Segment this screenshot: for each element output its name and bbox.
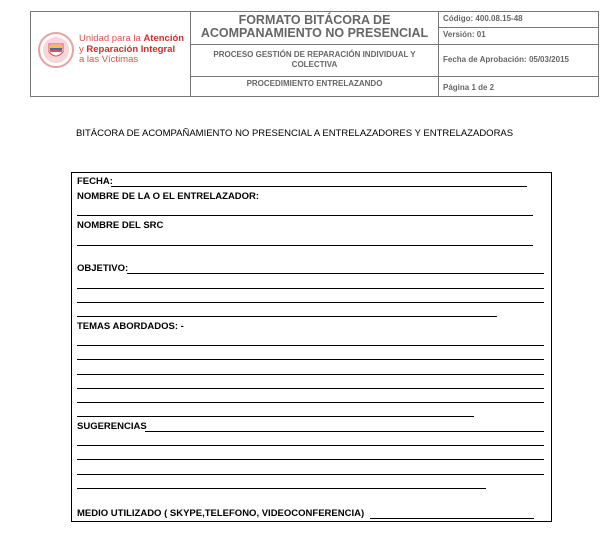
- logo-wordmark: Unidad para la Atención y Reparación Integral a las Víctimas: [79, 33, 185, 65]
- temas-field-line-4[interactable]: [77, 388, 544, 389]
- process-name: PROCESO GESTIÓN DE REPARACIÓN INDIVIDUAL Y COLECTIVA: [213, 50, 416, 69]
- temas-label: TEMAS ABORDADOS: -: [77, 321, 184, 332]
- sugerencias-field-line-3[interactable]: [77, 459, 544, 460]
- document-title: BITÁCORA DE ACOMPAÑAMIENTO NO PRESENCIAL A ENTRELAZADORES Y ENTRELAZADORAS: [76, 128, 514, 139]
- header-version-cell: [438, 28, 599, 45]
- src-field-line[interactable]: [77, 245, 533, 246]
- fecha-field-line[interactable]: [111, 186, 527, 187]
- entrelazador-label: NOMBRE DE LA O EL ENTRELAZADOR:: [77, 191, 260, 202]
- approval-date: Fecha de Aprobación: 05/03/2015: [443, 55, 569, 64]
- sugerencias-field-line-4[interactable]: [77, 474, 544, 475]
- entrelazador-field-line[interactable]: [77, 215, 533, 216]
- objetivo-field-line-4[interactable]: [77, 316, 497, 317]
- objetivo-label: OBJETIVO:: [77, 263, 129, 274]
- document-code: Código: 400.08.15-48: [443, 14, 523, 23]
- header-title-cell: [190, 11, 438, 45]
- medio-label: MEDIO UTILIZADO ( SKYPE,TELEFONO, VIDEOCONFERENCIA): [77, 508, 365, 519]
- fecha-label: FECHA:: [77, 176, 113, 187]
- page-number: Página 1 de 2: [443, 83, 495, 92]
- objetivo-field-line-3[interactable]: [77, 302, 544, 303]
- header-page-cell: [438, 77, 599, 97]
- temas-field-line-3[interactable]: [77, 374, 544, 375]
- src-label: NOMBRE DEL SRC: [77, 220, 164, 231]
- sugerencias-label: SUGERENCIAS: [77, 421, 147, 432]
- medio-field-line[interactable]: [370, 518, 534, 519]
- colombia-shield-icon: [37, 30, 75, 70]
- sugerencias-field-line-2[interactable]: [77, 445, 544, 446]
- header-process-cell: [190, 45, 438, 77]
- logo-cell: [30, 11, 190, 97]
- temas-field-line-2[interactable]: [77, 359, 544, 360]
- objetivo-field-line-2[interactable]: [77, 288, 544, 289]
- temas-field-line-1[interactable]: [77, 345, 544, 346]
- procedure-name: PROCEDIMIENTO ENTRELAZANDO: [246, 79, 383, 88]
- unidad-victimas-logo: [37, 30, 187, 80]
- header-code-cell: [438, 11, 599, 28]
- document-version: Versión: 01: [443, 30, 486, 39]
- format-title: FORMATO BITÁCORA DE ACOMPANAMIENTO NO PRESENCIAL: [200, 13, 429, 40]
- sugerencias-field-line-1[interactable]: [145, 431, 544, 432]
- document-header: [0, 0, 615, 100]
- objetivo-field-line-1[interactable]: [127, 273, 544, 274]
- header-approval-cell: [438, 45, 599, 77]
- temas-field-line-6[interactable]: [77, 416, 474, 417]
- header-procedure-cell: [190, 77, 438, 97]
- temas-field-line-5[interactable]: [77, 402, 544, 403]
- sugerencias-field-line-5[interactable]: [77, 488, 486, 489]
